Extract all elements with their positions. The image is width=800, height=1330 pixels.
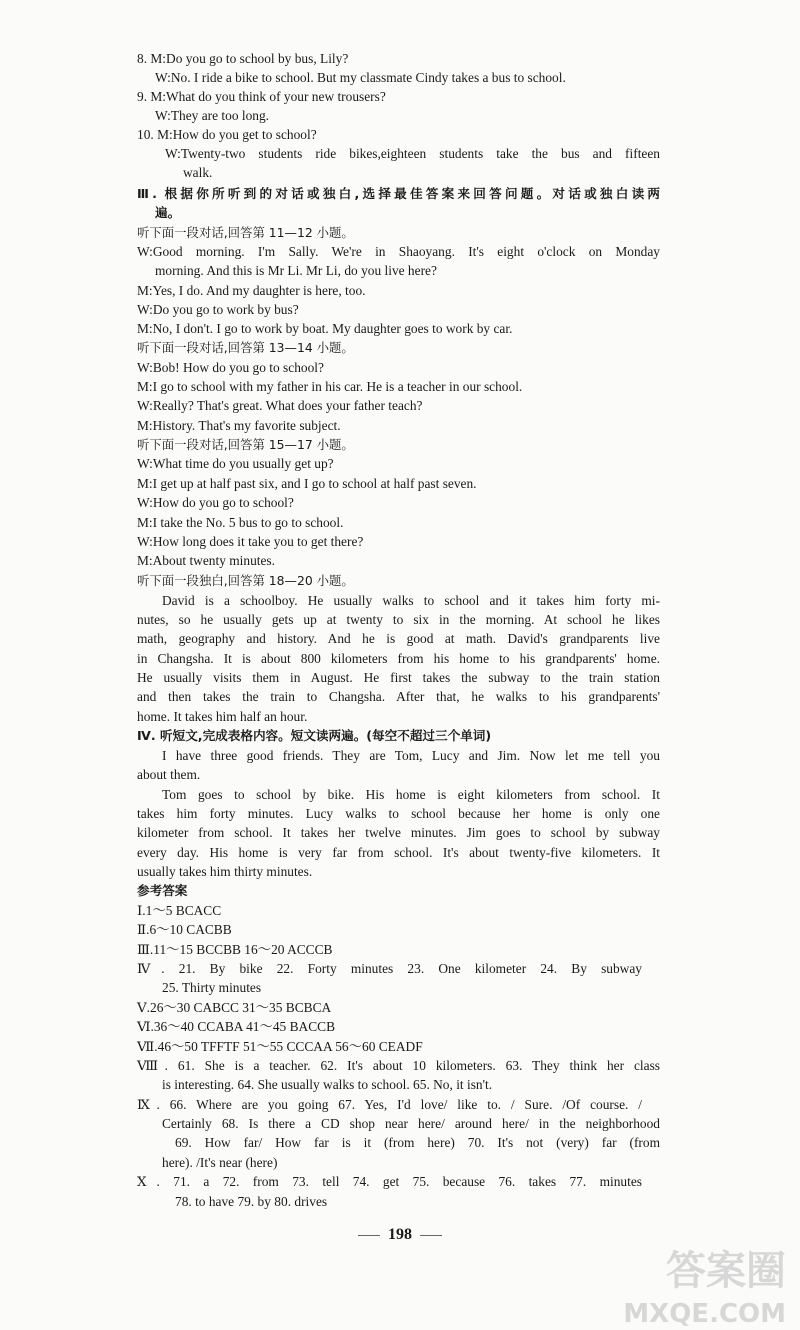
- text-line: M:About twenty minutes.: [137, 553, 275, 568]
- watermark-bottom-text: MXQE.COM: [623, 1299, 786, 1329]
- text-line: W:They are too long.: [155, 108, 270, 123]
- text-line: Ⅷ. 61. She is a teacher. 62. It's about 10 kilometers. 63. They think her class: [137, 1058, 660, 1073]
- text-line: Ⅲ. 根据你所听到的对话或独白,选择最佳答案来回答问题。对话或独白读两: [137, 186, 660, 201]
- text-line: here). /It's near (here): [162, 1155, 278, 1170]
- text-line: 听下面一段对话,回答第 15—17 小题。: [137, 437, 354, 452]
- text-line: W:Really? That's great. What does your father teach?: [137, 398, 423, 413]
- text-line: 遍。: [155, 205, 181, 220]
- text-line: 听下面一段对话,回答第 13—14 小题。: [137, 340, 354, 355]
- text-line: 听下面一段对话,回答第 11—12 小题。: [137, 225, 354, 240]
- text-line: takes him forty minutes. Lucy walks to school because her home is only one: [137, 806, 660, 821]
- text-line: W:What time do you usually get up?: [137, 456, 334, 471]
- text-line: 听下面一段独白,回答第 18—20 小题。: [137, 573, 354, 588]
- text-line: David is a schoolboy. He usually walks to school and it takes him forty mi-: [162, 593, 660, 608]
- text-line: walk.: [183, 165, 213, 180]
- text-line: M:I get up at half past six, and I go to school at half past seven.: [137, 476, 477, 491]
- text-line: He usually visits them in August. He first takes the subway to the train station: [137, 670, 660, 685]
- text-line: W:Bob! How do you go to school?: [137, 360, 324, 375]
- text-line: 10. M:How do you get to school?: [137, 127, 317, 142]
- watermark-logo: [608, 1240, 788, 1330]
- text-line: W:How do you go to school?: [137, 495, 294, 510]
- text-line: Ⅳ. 听短文,完成表格内容。短文读两遍。(每空不超过三个单词): [137, 728, 492, 743]
- text-line: M:No, I don't. I go to work by boat. My daughter goes to work by car.: [137, 321, 513, 336]
- text-line: about them.: [137, 767, 201, 782]
- text-line: Ⅲ.11～15 BCCBB 16～20 ACCCB: [137, 942, 333, 957]
- text-line: I have three good friends. They are Tom, Lucy and Jim. Now let me tell you: [162, 748, 660, 763]
- text-line: morning. And this is Mr Li. Mr Li, do you live here?: [155, 263, 437, 278]
- text-line: Ⅶ.46～50 TFFTF 51～55 CCCAA 56～60 CEADF: [137, 1039, 423, 1054]
- text-line: in Changsha. It is about 800 kilometers from his home to his grandparents' home.: [137, 651, 660, 666]
- text-line: M:I take the No. 5 bus to go to school.: [137, 515, 344, 530]
- text-line: Ⅳ. 21. By bike 22. Forty minutes 23. One kilometer 24. By subway: [137, 961, 642, 976]
- text-line: math, geography and history. And he is good at math. David's grandparents live: [137, 631, 660, 646]
- text-line: W:How long does it take you to get there?: [137, 534, 364, 549]
- text-line: M:History. That's my favorite subject.: [137, 418, 341, 433]
- text-line: 25. Thirty minutes: [162, 980, 262, 995]
- text-line: Ⅰ.1～5 BCACC: [137, 903, 222, 918]
- text-line: Ⅹ. 71. a 72. from 73. tell 74. get 75. because 76. takes 77. minutes: [137, 1174, 642, 1189]
- text-line: usually takes him thirty minutes.: [137, 864, 313, 879]
- page-number-rule-left: [358, 1235, 380, 1236]
- text-line: nutes, so he usually gets up at twenty to six in the morning. At school he likes: [137, 612, 660, 627]
- text-line: Ⅸ. 66. Where are you going 67. Yes, I'd love/ like to. / Sure. /Of course. /: [137, 1097, 642, 1112]
- text-line: 69. How far/ How far is it (from here) 70. It's not (very) far (from: [175, 1135, 660, 1150]
- text-line: Ⅴ.26～30 CABCC 31～35 BCBCA: [137, 1000, 332, 1015]
- text-line: home. It takes him half an hour.: [137, 709, 308, 724]
- text-line: 9. M:What do you think of your new trousers?: [137, 89, 386, 104]
- text-line: 参考答案: [137, 883, 188, 898]
- page-number-text: 198: [388, 1226, 412, 1243]
- watermark-top-text: 答案圈: [666, 1248, 786, 1294]
- text-line: M:I go to school with my father in his car. He is a teacher in our school.: [137, 379, 523, 394]
- text-line: 8. M:Do you go to school by bus, Lily?: [137, 51, 349, 66]
- text-line: kilometer from school. It takes her twelve minutes. Jim goes to school by subway: [137, 825, 660, 840]
- text-line: Ⅱ.6～10 CACBB: [137, 922, 232, 937]
- text-line: W:Good morning. I'm Sally. We're in Shaoyang. It's eight o'clock on Monday: [137, 244, 660, 259]
- text-line: is interesting. 64. She usually walks to school. 65. No, it isn't.: [162, 1077, 493, 1092]
- text-line: Tom goes to school by bike. His home is eight kilometers from school. It: [162, 787, 660, 802]
- text-line: W:Twenty-two students ride bikes,eighteen students take the bus and fifteen: [165, 146, 660, 161]
- text-line: W:No. I ride a bike to school. But my classmate Cindy takes a bus to school.: [155, 70, 566, 85]
- text-line: and then takes the train to Changsha. After that, he walks to his grandparents': [137, 689, 660, 704]
- text-line: Certainly 68. Is there a CD shop near here/ around here/ in the neighborhood: [162, 1116, 660, 1131]
- text-line: 78. to have 79. by 80. drives: [175, 1194, 328, 1209]
- text-line: Ⅵ.36～40 CCABA 41～45 BACCB: [137, 1019, 335, 1034]
- text-line: W:Do you go to work by bus?: [137, 302, 299, 317]
- page-number-rule-right: [420, 1235, 442, 1236]
- text-line: every day. His home is very far from school. It's about twenty-five kilometers. It: [137, 845, 660, 860]
- text-line: M:Yes, I do. And my daughter is here, too.: [137, 283, 366, 298]
